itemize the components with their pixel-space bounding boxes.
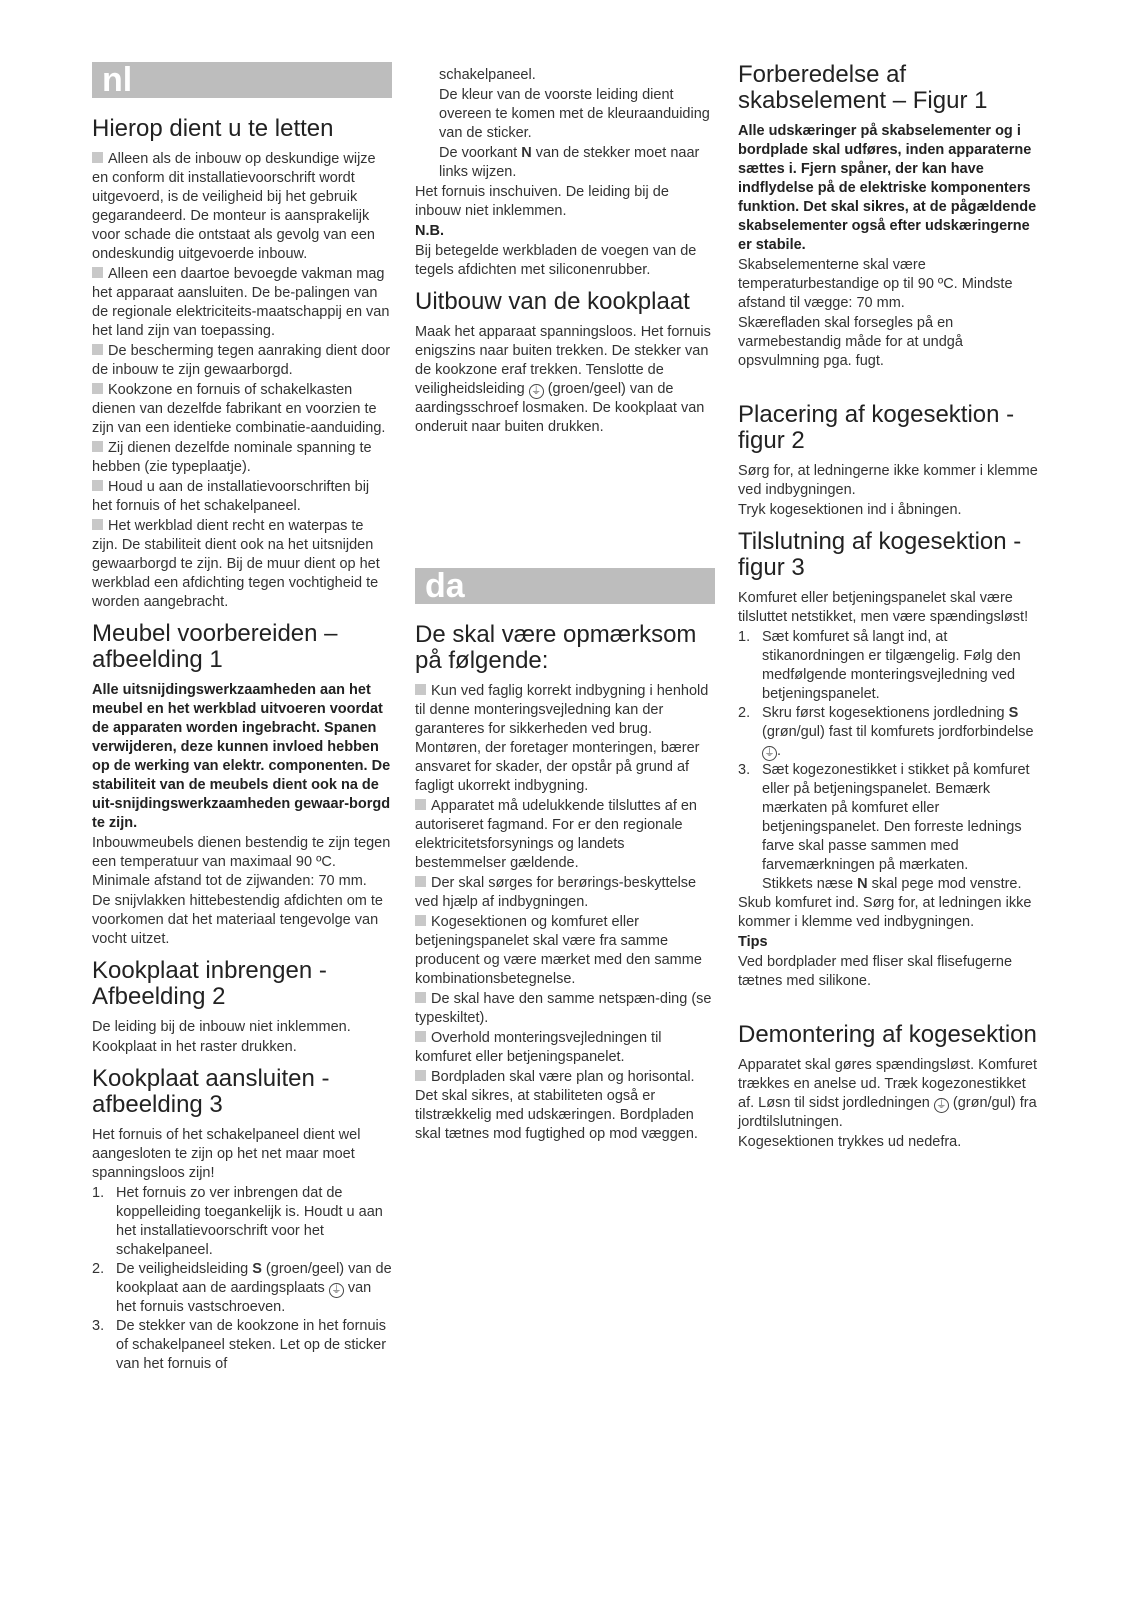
section-title-nl-furniture: Meubel voorbereiden – afbeelding 1 xyxy=(92,620,338,673)
list-item: 3. De stekker van de kookzone in het fornuis of schakelpaneel steken. Let op de sticker van het fornuis of xyxy=(92,1318,387,1372)
paragraph: Tryk kogesektionen ind i åbningen. xyxy=(738,502,962,518)
paragraph: Apparatet skal gøres spændingsløst. Komfuret trækkes en anelse ud. Træk kogezonestikket af. Løsn til sidst jordledningen ⏚ (grøn/gul) fra jordtilslutningen. xyxy=(738,1057,1037,1130)
section-title-nl-insert: Kookplaat inbrengen - Afbeelding 2 xyxy=(92,957,327,1010)
paragraph: Sørg for, at ledningerne ikke kommer i klemme ved indbygningen. xyxy=(738,463,1038,498)
list-item: Kogesektionen og komfuret eller betjeningspanelet skal være fra samme producent og være mærket med den samme kombinationsbetegnelse. xyxy=(415,914,702,987)
square-bullet-icon xyxy=(415,876,426,887)
list-item: Bordpladen skal være plan og horisontal. Det skal sikres, at stabiliteten også er tilstrækkelig med udskæringen. Bordpladen skal tætnes mod fugtighed op mod væggen. xyxy=(415,1069,698,1142)
section-title-da-placement: Placering af kogesektion - figur 2 xyxy=(738,401,1015,454)
list-item: 2. Skru først kogesektionens jordledning S (grøn/gul) fast til komfurets jordforbindelse⏚ . xyxy=(738,705,1034,759)
earth-ground-icon: ⏚ xyxy=(934,1098,949,1113)
list-item: Houd u aan de installatievoorschriften bij het fornuis of het schakelpaneel. xyxy=(92,479,370,514)
square-bullet-icon xyxy=(92,152,103,163)
section-title-nl-connect: Kookplaat aansluiten - afbeelding 3 xyxy=(92,1065,330,1118)
earth-ground-icon: ⏚ xyxy=(329,1283,344,1298)
list-item: Alleen als de inbouw op deskundige wijze en conform dit installatievoorschrift wordt uitgevoerd, is de veiligheid bij het gebruik gegarandeerd. De monteur is aansprakelijk voor schade die ontstaat als gevolg van een ondeskundig uitgevoerde inbouw. xyxy=(92,151,376,262)
square-bullet-icon xyxy=(92,480,103,491)
bullet-list-da xyxy=(415,682,715,1144)
section-title-nl-removal: Uitbouw van de kookplaat xyxy=(415,288,690,315)
earth-ground-icon: ⏚ xyxy=(762,746,777,761)
list-item: Alleen een daartoe bevoegde vakman mag het apparaat aansluiten. De be-palingen van de regionale elektriciteits-maatschappij en van het land zijn van toepassing. xyxy=(92,266,390,339)
square-bullet-icon xyxy=(92,519,103,530)
column-2 xyxy=(415,66,715,1145)
square-bullet-icon xyxy=(415,1031,426,1042)
square-bullet-icon xyxy=(92,267,103,278)
section-title-da-removal: Demontering af kogesektion xyxy=(738,1021,1037,1048)
paragraph: Kookplaat in het raster drukken. xyxy=(92,1039,297,1055)
earth-ground-icon: ⏚ xyxy=(529,384,544,399)
numbered-list-nl xyxy=(92,1184,392,1374)
list-item: De bescherming tegen aanraking dient door de inbouw te zijn gewaarborgd. xyxy=(92,343,391,378)
paragraph: Skub komfuret ind. Sørg for, at ledningen ikke kommer i klemme ved indbygningen. xyxy=(738,895,1032,930)
section-title-da-notes: De skal være opmærksom på følgende: xyxy=(415,621,697,674)
bullet-list-nl xyxy=(92,150,392,612)
language-header-nl: nl xyxy=(92,62,392,98)
square-bullet-icon xyxy=(415,1070,426,1081)
bold-paragraph: Alle udskæringer på skabselementer og i bordplade skal udføres, inden apparaterne sættes i. Fjern spåner, der kan have indflydelse på de elektriske komponenters funktion. Det skal sikres, at de pågældende skabselementer også efter udskæringerne er stabile. xyxy=(738,123,1037,253)
paragraph: Skabselementerne skal være temperaturbestandige op til 90 ºC. Mindste afstand til vægge: 70 mm. xyxy=(738,257,1013,311)
list-item: Overhold monteringsvejledningen til komfuret eller betjeningspanelet. xyxy=(415,1030,662,1065)
list-item: Kun ved faglig korrekt indbygning i henhold til denne monteringsvejledning kan der garanteres for sikkerheden ved brug. Montøren, der foretager monteringen, bærer ansvaret for skader, der opstår på grund af fagligt ukorrekt indbygning. xyxy=(415,683,709,794)
section-title-nl-notes: Hierop dient u te letten xyxy=(92,115,334,142)
square-bullet-icon xyxy=(415,992,426,1003)
list-item: Apparatet må udelukkende tilsluttes af en autoriseret fagmand. For er den regionale elektricitetsforsynings og landets bestemmelser gældende. xyxy=(415,798,697,871)
list-item: Zij dienen dezelfde nominale spanning te hebben (zie typeplaatje). xyxy=(92,440,372,475)
paragraph: Het fornuis of het schakelpaneel dient wel aangesloten te zijn op het net maar moet spanningsloos zijn! xyxy=(92,1127,361,1181)
paragraph: schakelpaneel. xyxy=(439,67,536,83)
paragraph: De leiding bij de inbouw niet inklemmen. xyxy=(92,1019,351,1035)
paragraph: Kogesektionen trykkes ud nedefra. xyxy=(738,1134,962,1150)
column-1 xyxy=(92,62,392,1374)
bold-paragraph: Alle uitsnijdingswerkzaamheden aan het meubel en het werkblad uitvoeren voordat de apparaten worden ingebracht. Spanen verwijderen, deze kunnen invloed hebben op de werking van elektr. componenten. De stabiliteit van de meubels dient ook na de uit-snijdingswerkzaamheden gewaar-borgd te zijn. xyxy=(92,682,391,831)
paragraph: De kleur van de voorste leiding dient overeen te komen met de kleuraanduiding van de sticker. xyxy=(439,87,710,141)
paragraph: Inbouwmeubels dienen bestendig te zijn tegen een temperatuur van maximaal 90 ºC. Minimale afstand tot de zijwanden: 70 mm. xyxy=(92,835,391,889)
square-bullet-icon xyxy=(92,344,103,355)
column-3 xyxy=(738,62,1038,1153)
list-item: Het werkblad dient recht en waterpas te zijn. De stabiliteit dient ook na het uitsnijden gewaarborgd te zijn. Bij de muur dient op het werkblad een afdichting tegen vochtigheid te worden aangebracht. xyxy=(92,518,380,610)
list-item: De skal have den samme netspæn-ding (se typeskiltet). xyxy=(415,991,712,1026)
paragraph: Het fornuis inschuiven. De leiding bij de inbouw niet inklemmen. xyxy=(415,184,669,219)
square-bullet-icon xyxy=(92,441,103,452)
paragraph: De snijvlakken hittebestendig afdichten om te voorkomen dat het materiaal tengevolge van vocht uitzet. xyxy=(92,893,383,947)
paragraph: Skærefladen skal forsegles på en varmebestandig måde for at undgå opsvulmning pga. fugt. xyxy=(738,315,963,369)
language-header-da: da xyxy=(415,568,715,604)
square-bullet-icon xyxy=(92,383,103,394)
list-item: 1. Sæt komfuret så langt ind, at stikanordningen er tilgængelig. Følg den medfølgende monteringsvejledning ved betjeningspanelet. xyxy=(738,629,1021,702)
numbered-list-da xyxy=(738,628,1038,894)
paragraph: Ved bordplader med fliser skal flisefugerne tætnes med silikone. xyxy=(738,954,1013,989)
note-label: N.B. xyxy=(415,223,444,239)
section-title-da-connect: Tilslutning af kogesektion - figur 3 xyxy=(738,528,1022,581)
paragraph: Komfuret eller betjeningspanelet skal være tilsluttet netstikket, men være spændingsløst! xyxy=(738,590,1029,625)
list-item: 1. Het fornuis zo ver inbrengen dat de koppelleiding toegankelijk is. Houdt u aan het installatievoorschrift voor het schakelpaneel. xyxy=(92,1185,383,1258)
paragraph: Maak het apparaat spanningsloos. Het fornuis enigszins naar buiten trekken. De stekker van de kookzone eraf trekken. Tenslotte de veiligheidsleiding ⏚ (groen/geel) van de aardingsschroef losmaken. De kookplaat van onderuit naar buiten drukken. xyxy=(415,324,711,435)
paragraph: De voorkant N van de stekker moet naar links wijzen. xyxy=(439,145,700,180)
list-item: Der skal sørges for berørings-beskyttelse ved hjælp af indbygningen. xyxy=(415,875,697,910)
square-bullet-icon xyxy=(415,915,426,926)
tips-label: Tips xyxy=(738,934,768,950)
square-bullet-icon xyxy=(415,684,426,695)
list-item: 2. De veiligheidsleiding S (groen/geel) van de kookplaat aan de aardingsplaats ⏚ van het fornuis vastschroeven. xyxy=(92,1261,392,1315)
section-title-da-cabinet: Forberedelse af skabselement – Figur 1 xyxy=(738,61,988,114)
paragraph: Bij betegelde werkbladen de voegen van de tegels afdichten met siliconenrubber. xyxy=(415,243,697,278)
square-bullet-icon xyxy=(415,799,426,810)
list-item: 3. Sæt kogezonestikket i stikket på komfuret eller på betjeningspanelet. Bemærk mærkaten på komfuret eller betjeningspanelet. Den forreste lednings farve skal passe sammen med farvemærkningen på mærkaten. Stikkets næse N skal pege mod venstre. xyxy=(738,762,1030,892)
list-item: Kookzone en fornuis of schakelkasten dienen van dezelfde fabrikant en voorzien te zijn van een identieke combinatie-aanduiding. xyxy=(92,382,386,436)
